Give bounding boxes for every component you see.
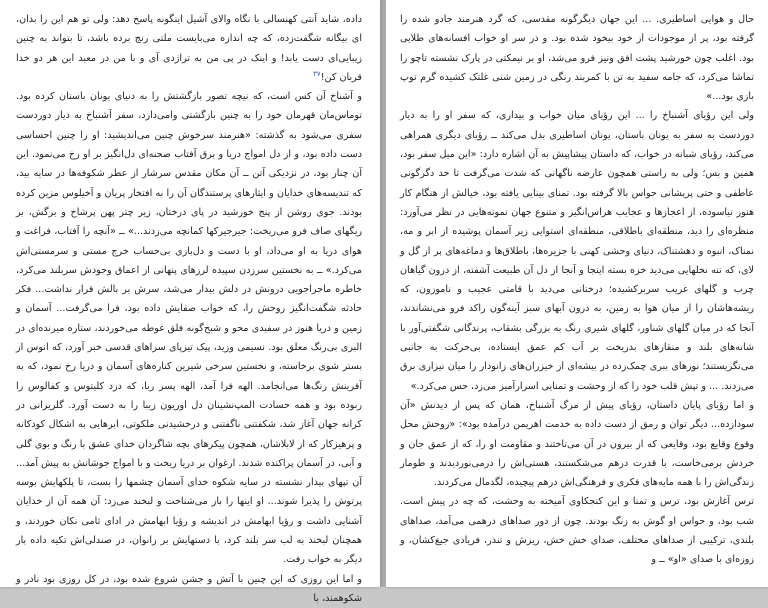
paragraph: ولی این رؤیای آشنباخ را ... این رؤیای میان خواب و بیداری، که سفر او را به دیار دوردست به سفر به یونان باستان، یونان اساطیری بدل می‌کند ــ رؤیای دیگری همراهی می‌کند، رؤیای شبانه در خواب، که داستان پیشاپیش به آن اشاره دارد: «این میل سفر بود، همین و بس؛ ولی به راستی همچون عارضه ناگهانی که شدت می‌گرفت تا حد دگرگونی عاطفی و حتی پریشانی حواس بالا گرفته بود. تمنای بینایی یافته بود، خیالش از هنگام کار هنوز نیاسوده، از اعجازها و عجایب هراس‌انگیز و متنوع جهان نمونه‌هایی در نظر می‌آورد: منظره‌ای را دید، منطقه‌ای باطلاقی، منطقه‌ای استوایی زیر آسمان پوشیده از ابر و مه، نمناک، انبوه و دهشتناک، دنیای وحشی کهنی با جزیره‌ها، باطلاق‌ها و دماغه‌های پر از گل و لای، که تنه نخلهایی می‌دید خزه بسته اینجا و آنجا از دل آن طبیعت آشفته، از درون گیاهان چرب و گلهای غریب سربرکشیده؛ درختانی می‌دید با قامتی عجیب و ناموزون، که ریشه‌هاشان را از میان هوا به زمین، به درون آبهای سبز آینه‌گون راکد فرو می‌نشاندند، آنجا که در میان گلهای شناور، گلهای شیری رنگ به بزرگی بشقاب، پرندگانی شگفتی‌آور با شانه‌های بلند و منقارهای بدریخت بر آب کم عمق ایستاده، بی‌حرکت به جانبی می‌نگریستند؛ نورهای ببری چمک‌زده در بیشه‌ای از خیزران‌های زانودار را میان نیزاری برق می‌زدند. ... و تپش قلب خود را که از وحشت و تمنایی اسرارآمیز می‌زد، حس می‌کرد.» bbox=[400, 110, 754, 392]
page-right bbox=[386, 0, 768, 587]
paragraph: و اما این روزی که این چنین با آتش و جشن شروع شده بود، در کل روزی بود نادر و شکوهمند، با bbox=[16, 573, 362, 604]
paragraph: حال و هوایی اساطیری. ... این جهان دیگرگونه مقدسی، که گرد هنرمند جادو شده را گرفته بود، پر از موجودات از خود بیخود شده بود. و در سر او خواب افسانه‌های طلایی بود. اغلب چون خورشید پشت افق ونیز فرو می‌شد، او بر نیمکتی در پارک نشسته تاچو را تماشا می‌کرد، که جامه سفید به تن با کمربند رنگی در زمین شنی غلتک کشیده گرم توپ بازی بود...» bbox=[400, 14, 754, 103]
page-left bbox=[0, 0, 380, 604]
paragraph: و آشناخ آن کس است، که نیچه تصور بازگشتش را به دنیای یونان باستان کرده بود. توماس‌مان قهرمان خود را به چنین بازگشتی وامی‌دارد، سفر آشنباخ به دیار دوردست سفری می‌شود به گذشته: «هنرمند سرخوش چنین می‌اندیشید: او را چنین احساسی دست داده بود، و از دل امواج دریا و برق آفتاب صحنه‌ای دل‌انگیز بر او رخ می‌نمود. این آن چنار بود، در نزدیکی آتن ــ آن مکان مقدس سرشار از عطر شکوفه‌ها در سایه بید، که تندیسه‌های خدایان و ایثارهای پرستندگان آن را به افتخار پریان و آخیلوس مزین کرده بودند. جوی روشن از پنج خورشید در پای درختان، زیر چتر پهن پرشاخ و برگش، بر ریگهای صاف فرو می‌ریخت: جیرجیرکها کمانچه می‌زدند...» ــ «آنچه را آفتاب، فراغت و هوای دریا به او می‌داد، او با دست و دل‌بازی بی‌حساب خرج مستی و سرمستی‌اش می‌کرد.» ــ به نخستین سرزدن سپیده لرزهای پنهانی از اعماق وجودش سربلند می‌کرد، خاطره ماجراجویی درونش در دلش بیدار می‌شد، سرش بر بالش قرار نداشت... فکر حادثه شگفت‌انگیز روحش را، که خواب صفایش داده بود، فرا می‌گرفت... آسمان و زمین و دریا هنوز در سفیدی محو و شبح‌گونه فلق غوطه می‌خوردند، ستاره میرنده‌ای در البری بی‌رنگ معلق بود. نسیمی وزید، پیک تیزپای سراهای قدسی خبر آورد، که انوس از بستر شوی برخاسته، و نخستین سرخی شیرین کناره‌های آسمان و دریا رخ نمود، که به آفرینش رنگ‌ها می‌انجامد. الهه فرا آمد، الهه پسر ربا، که دزد کلیتوس و کفالوس را ربوده بود و همه حسادت المپ‌نشینان دل اوریون زیبا را به دست آورد. گلریزانی در کرانه جهان آغاز شد، شکفتنی ناگفتنی و درخشیدنی ملکوتی، ابرهایی به اشکال کودکانه و پرهیزکار که از لابلاشان، همچون پیکرهای بچه شاگردان خدای عشق با رنگ و بوی گلی و آبی، در آسمان پراکنده شدند. ارغوان بر دریا ریخت و با امواج جوشانش به پیش آمد... آن تپهای بیدار نشسته در سایه شکوه خدای آسمان چشمها را بست، تا پلکهایش بوسه پرتوش را پذیرا شوند... او اینها را باز می‌شناخت و لبخند می‌زد: آن همه آن از خدایان آشنایی داشت و رؤیا ابهامش در اندیشه و رؤیا ابهامش در ادای ثامی نکان خوردند، و همچنان لبخند به لب سر بلند کرد، با دستهایش بر زانوان، در صندلی‌اش تکیه داده بار دیگر به خواب رفت. bbox=[16, 91, 362, 566]
paragraph bbox=[16, 10, 362, 87]
paragraph: ترس آغازش بود، ترس و تمنا و این کنجکاوی آمیخته به وحشت، که چه در پیش است. شب بود، و حواس او گوش به زنگ بودند. چون از دور صداهای درهمی می‌آمد، صداهای بلندی، ترکیبی از صداهای مختلف، صدای خش خش، ریزش و تندر، فریادی جیغ‌کشان، و زوزه‌ای با صدای «او» ــ و bbox=[400, 496, 754, 566]
page-gutter bbox=[380, 0, 386, 587]
paragraph-text: داده، شاید آنتی کهنسالی با نگاه والای آشیل اینگونه پاسخ دهد: ولی تو هم این را بدان، ای بیگانه شگفت‌زده، که چه اندازه می‌بایست ملتی رنج برده باشد، تا بتواند به چنین زیبایی‌ای دست یابد! و اینک در پی من به تراژدی آی و با من در معبد این هر دو خدا قربان کن! bbox=[16, 14, 362, 83]
footnote-ref[interactable]: ۳۷ bbox=[313, 69, 321, 78]
paragraph: و اما رؤیای پایان داستان، رؤیای پیش از مرگ آشنباخ، همان که پس از دیدنش «آن سودازده... دیگر توان و رمق از دست داده به خدمت اهریمن درآمده بود»: «روحش محل وقوع وقایع بود، وقایعی که از بیرون در آن می‌تاختند و مقاومت او را، که از عمق جان و خردش برمی‌خاست، با قدرت درهم می‌شکستند، هستی‌اش را درمی‌نوردیدند و طومار زندگی‌اش را با همه مایه‌های فکری و فرهنگی‌اش درهم پیچیده، لگدمال می‌کردند. bbox=[400, 399, 754, 489]
